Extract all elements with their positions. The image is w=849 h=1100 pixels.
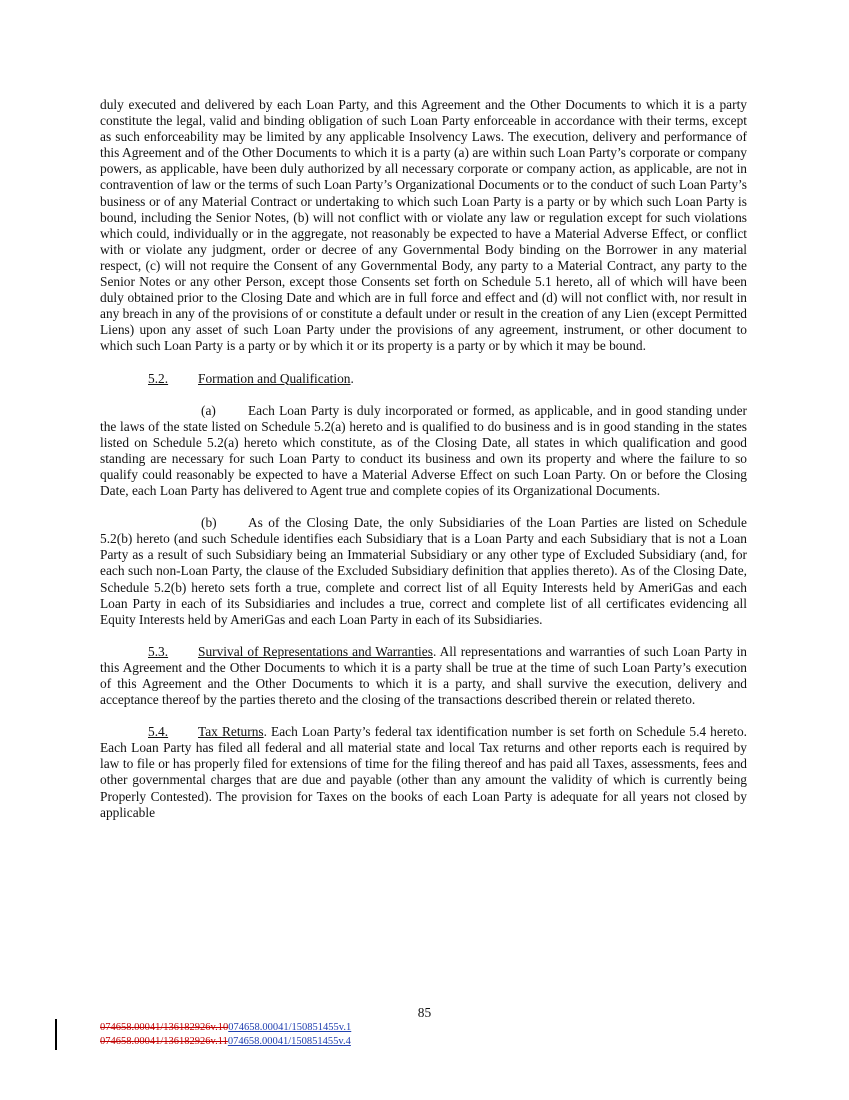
deleted-doc-id: 074658.00041/136182926v.10	[100, 1022, 229, 1033]
section-5-3	[100, 644, 747, 708]
section-text: . All representations and warranties of such Loan Party in this Agreement and the Other Documents to which it is a party shall be true at the time of such Loan Party’s execution of this Agreement and the Other Documents to which it is a party, and shall survive the execution, delivery and acceptance thereof by the parties thereto and the closing of the transactions described therein or related thereto.	[100, 643, 747, 708]
document-id-line-1	[100, 1021, 351, 1034]
section-title: Formation and Qualification	[198, 370, 351, 386]
continuation-paragraph: duly executed and delivered by each Loan Party, and this Agreement and the Other Documents to which it is a party constitute the legal, valid and binding obligation of such Loan Party enforceable in accordance with their terms, except as such enforceability may be limited by any applicable Insolvency Laws. The execution, delivery and performance of this Agreement and of the Other Documents to which it is a party (a) are within such Loan Party’s corporate or company powers, as applicable, have been duly authorized by all necessary corporate or company action, as applicable, are not in contravention of law or the terms of such Loan Party’s Organizational Documents or to the conduct of such Loan Party’s business or of any Material Contract or undertaking to which such Loan Party is a party or by which such Loan Party is bound, including the Senior Notes, (b) will not conflict with or violate any law or regulation except for such violations which could, individually or in the aggregate, not reasonably be expected to have a Material Adverse Effect, or conflict with or violate any judgment, order or decree of any Governmental Body binding on the Borrower in any material respect, (c) will not require the Consent of any Governmental Body, any party to a Material Contract, any party to the Senior Notes or any other Person, except those Consents set forth on Schedule 5.1 hereto, all of which will have been duly obtained prior to the Closing Date and which are in full force and effect and (d) will not conflict with, nor result in any breach in any of the provisions of or constitute a default under or result in the creation of any Lien (except Permitted Liens) upon any asset of such Loan Party under the provisions of any agreement, instrument, or other document to which such Loan Party is a party or by which it or its property is a party or by which it may be bound.	[100, 97, 748, 354]
section-5-2-a	[100, 403, 747, 500]
section-5-4	[100, 724, 747, 821]
page-number: 85	[417, 1005, 432, 1020]
change-bar	[55, 1019, 57, 1050]
section-5-2-heading: 5.2. Formation and Qualification.	[148, 370, 354, 386]
sub-text: Each Loan Party is duly incorporated or formed, as applicable, and in good standing under the laws of the state listed on Schedule 5.2(a) hereto and is qualified to do business and is in good standing in the states listed on Schedule 5.2(a) hereto which constitute, as of the Closing Date, all states in which qualification and good standing are necessary for such Loan Party to conduct its business and own its property and where the failure to so qualify could reasonably be expected to have a Material Adverse Effect on such Loan Party. On or before the Closing Date, each Loan Party has delivered to Agent true and complete copies of its Organizational Documents.	[100, 402, 747, 499]
sub-label: (a)	[201, 402, 216, 418]
section-text: . Each Loan Party’s federal tax identification number is set forth on Schedule 5.4 hereto. Each Loan Party has filed all federal and all material state and local Tax returns and other reports each is required by law to file or has properly filed for extensions of time for the filing thereof and has paid all Taxes, assessments, fees and other governmental charges that are due and payable (other than any amount the validity of which is currently being Properly Contested). The provision for Taxes on the books of each Loan Party is adequate for all years not closed by applicable	[100, 724, 747, 820]
inserted-doc-id: 074658.00041/150851455v.1	[228, 1022, 352, 1033]
section-number: 5.2.	[148, 370, 169, 386]
section-5-2-b	[100, 515, 747, 628]
section-number: 5.3.	[148, 643, 169, 659]
section-title: Tax Returns	[198, 724, 264, 740]
inserted-doc-id: 074658.00041/150851455v.4	[227, 1036, 351, 1047]
deleted-doc-id: 074658.00041/136182926v.11	[100, 1036, 228, 1047]
sub-label: (b)	[201, 515, 217, 531]
section-number: 5.4.	[148, 724, 169, 740]
document-id-line-2	[100, 1035, 351, 1048]
document-page	[100, 97, 747, 821]
section-title: Survival of Representations and Warranties	[198, 643, 433, 659]
sub-text: As of the Closing Date, the only Subsidiaries of the Loan Parties are listed on Schedule 5.2(b) hereto (and such Schedule identifies each Subsidiary that is a Loan Party and each Subsidiary that is not a Loan Party as a result of such Subsidiary being an Immaterial Subsidiary or any other type of Excluded Subsidiary (and, for each such non-Loan Party, the clause of the Excluded Subsidiary definition that applies thereto). As of the Closing Date, Schedule 5.2(b) hereto sets forth a true, complete and correct list of all Equity Interests held by AmeriGas and each Loan Party in each of its Subsidiaries and includes a true, correct and complete list of all certificates evidencing all Equity Interests held by AmeriGas and each Loan Party in each of its Subsidiaries.	[100, 515, 747, 627]
